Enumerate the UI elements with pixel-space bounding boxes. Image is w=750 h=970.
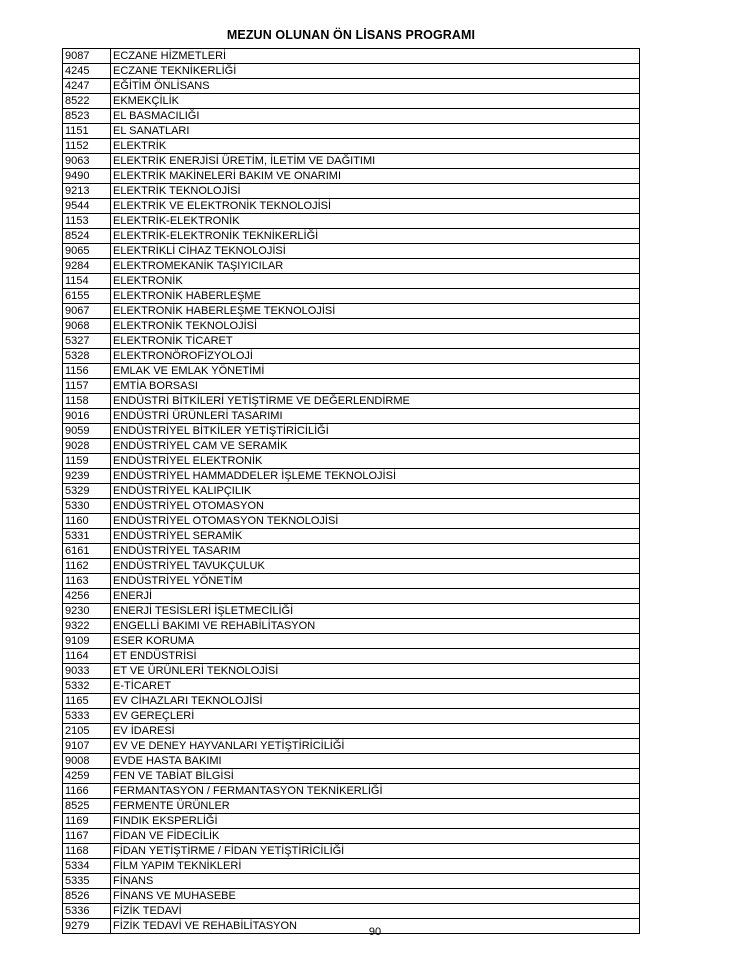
program-code: 1165 (63, 694, 111, 709)
table-row (63, 844, 640, 859)
table-row (63, 829, 640, 844)
program-code: 8525 (63, 799, 111, 814)
table-row (63, 139, 640, 154)
program-name: ENDÜSTRİYEL BİTKİLER YETİŞTİRİCİLİĞİ (111, 424, 640, 439)
program-name: ELEKTRİK-ELEKTRONİK (111, 214, 640, 229)
table-row (63, 64, 640, 79)
program-name: ENDÜSTRİYEL ELEKTRONİK (111, 454, 640, 469)
program-code: 5332 (63, 679, 111, 694)
program-code: 5333 (63, 709, 111, 724)
table-row (63, 454, 640, 469)
program-code: 9008 (63, 754, 111, 769)
table-row (63, 499, 640, 514)
program-name: ELEKTRONİK (111, 274, 640, 289)
program-name: ESER KORUMA (111, 634, 640, 649)
table-row (63, 874, 640, 889)
program-code: 9544 (63, 199, 111, 214)
page-number: 90 (368, 926, 382, 938)
program-code: 9213 (63, 184, 111, 199)
program-code: 9067 (63, 304, 111, 319)
table-row (63, 394, 640, 409)
table-row (63, 319, 640, 334)
program-table (62, 48, 640, 934)
program-code: 9279 (63, 919, 111, 934)
table-row (63, 859, 640, 874)
table-row (63, 304, 640, 319)
program-name: FERMANTASYON / FERMANTASYON TEKNİKERLİĞİ (111, 784, 640, 799)
program-name: FİZİK TEDAVİ (111, 904, 640, 919)
program-name: ELEKTRONİK TİCARET (111, 334, 640, 349)
program-name: ELEKTRİK ENERJİSİ ÜRETİM, İLETİM VE DAĞITIMI (111, 154, 640, 169)
program-name: EV VE DENEY HAYVANLARI YETİŞTİRİCİLİĞİ (111, 739, 640, 754)
table-row (63, 259, 640, 274)
program-code: 5327 (63, 334, 111, 349)
program-code: 9322 (63, 619, 111, 634)
table-row (63, 169, 640, 184)
table-row (63, 904, 640, 919)
program-name: ELEKTRONİK HABERLEŞME (111, 289, 640, 304)
program-code: 1159 (63, 454, 111, 469)
program-code: 9065 (63, 244, 111, 259)
table-row (63, 94, 640, 109)
program-code: 5336 (63, 904, 111, 919)
program-code: 9016 (63, 409, 111, 424)
table-row (63, 379, 640, 394)
table-row (63, 754, 640, 769)
program-code: 9230 (63, 604, 111, 619)
program-name: EKMEKÇİLİK (111, 94, 640, 109)
program-name: ELEKTRONİK TEKNOLOJİSİ (111, 319, 640, 334)
table-row (63, 244, 640, 259)
table-row (63, 229, 640, 244)
program-name: ENDÜSTRİYEL OTOMASYON (111, 499, 640, 514)
table-row (63, 409, 640, 424)
program-name: EL BASMACILIĞI (111, 109, 640, 124)
program-code: 6161 (63, 544, 111, 559)
program-name: ENGELLİ BAKIMI VE REHABİLİTASYON (111, 619, 640, 634)
program-name: ET ENDÜSTRİSİ (111, 649, 640, 664)
program-code: 1156 (63, 364, 111, 379)
program-code: 9239 (63, 469, 111, 484)
program-code: 5331 (63, 529, 111, 544)
program-code: 9087 (63, 49, 111, 64)
table-row (63, 484, 640, 499)
program-code: 8526 (63, 889, 111, 904)
program-code: 5335 (63, 874, 111, 889)
program-name: ECZANE TEKNİKERLİĞİ (111, 64, 640, 79)
program-name: ELEKTRİK TEKNOLOJİSİ (111, 184, 640, 199)
program-code: 5329 (63, 484, 111, 499)
table-row (63, 574, 640, 589)
program-code: 5328 (63, 349, 111, 364)
program-code: 9284 (63, 259, 111, 274)
table-row (63, 199, 640, 214)
program-code: 9490 (63, 169, 111, 184)
program-name: ENDÜSTRİ BİTKİLERİ YETİŞTİRME VE DEĞERLENDİRME (111, 394, 640, 409)
program-name: FİDAN YETİŞTİRME / FİDAN YETİŞTİRİCİLİĞİ (111, 844, 640, 859)
program-name: FINDIK EKSPERLİĞİ (111, 814, 640, 829)
table-row (63, 709, 640, 724)
program-name: ENDÜSTRİYEL OTOMASYON TEKNOLOJİSİ (111, 514, 640, 529)
program-code: 6155 (63, 289, 111, 304)
table-row (63, 364, 640, 379)
table-row (63, 664, 640, 679)
table-row (63, 739, 640, 754)
table-row (63, 679, 640, 694)
program-code: 9028 (63, 439, 111, 454)
table-row (63, 349, 640, 364)
program-table-body (63, 49, 640, 934)
program-name: ELEKTROMEKANİK TAŞIYICILAR (111, 259, 640, 274)
program-code: 1163 (63, 574, 111, 589)
program-code: 2105 (63, 724, 111, 739)
program-name: ELEKTRİK-ELEKTRONİK TEKNİKERLİĞİ (111, 229, 640, 244)
table-row (63, 589, 640, 604)
page-title: MEZUN OLUNAN ÖN LİSANS PROGRAMI (226, 28, 476, 42)
table-row (63, 604, 640, 619)
program-code: 8524 (63, 229, 111, 244)
program-name: EMTİA BORSASI (111, 379, 640, 394)
table-row (63, 154, 640, 169)
program-code: 4247 (63, 79, 111, 94)
program-name: ELEKTRONÖROFİZYOLOJİ (111, 349, 640, 364)
table-row (63, 184, 640, 199)
table-row (63, 124, 640, 139)
table-row (63, 529, 640, 544)
table-row (63, 289, 640, 304)
program-code: 1167 (63, 829, 111, 844)
table-row (63, 724, 640, 739)
program-name: FİLM YAPIM TEKNİKLERİ (111, 859, 640, 874)
program-name: FEN VE TABİAT BİLGİSİ (111, 769, 640, 784)
program-code: 4259 (63, 769, 111, 784)
program-name: E-TİCARET (111, 679, 640, 694)
program-name: ET VE ÜRÜNLERİ TEKNOLOJİSİ (111, 664, 640, 679)
table-row (63, 784, 640, 799)
program-code: 1154 (63, 274, 111, 289)
program-code: 1162 (63, 559, 111, 574)
table-row (63, 619, 640, 634)
program-name: ELEKTRİK MAKİNELERİ BAKIM VE ONARIMI (111, 169, 640, 184)
program-name: ELEKTRİK VE ELEKTRONİK TEKNOLOJİSİ (111, 199, 640, 214)
program-name: EL SANATLARI (111, 124, 640, 139)
program-name: ENDÜSTRİYEL YÖNETİM (111, 574, 640, 589)
program-code: 8522 (63, 94, 111, 109)
table-row (63, 49, 640, 64)
table-row (63, 79, 640, 94)
program-code: 1158 (63, 394, 111, 409)
program-code: 1160 (63, 514, 111, 529)
table-row (63, 469, 640, 484)
program-name: EV İDARESİ (111, 724, 640, 739)
program-name: FİZİK TEDAVİ VE REHABİLİTASYON (111, 919, 640, 934)
table-row (63, 769, 640, 784)
program-name: EV CİHAZLARI TEKNOLOJİSİ (111, 694, 640, 709)
program-name: ELEKTRİK (111, 139, 640, 154)
program-name: ECZANE HİZMETLERİ (111, 49, 640, 64)
program-code: 8523 (63, 109, 111, 124)
program-name: EV GEREÇLERİ (111, 709, 640, 724)
program-code: 1157 (63, 379, 111, 394)
table-row (63, 514, 640, 529)
program-code: 4256 (63, 589, 111, 604)
program-name: FERMENTE ÜRÜNLER (111, 799, 640, 814)
program-name: ENDÜSTRİYEL CAM VE SERAMİK (111, 439, 640, 454)
table-row (63, 634, 640, 649)
table-row (63, 799, 640, 814)
table-row (63, 334, 640, 349)
program-code: 1168 (63, 844, 111, 859)
table-row (63, 109, 640, 124)
program-code: 9059 (63, 424, 111, 439)
program-name: ELEKTRONİK HABERLEŞME TEKNOLOJİSİ (111, 304, 640, 319)
table-row (63, 439, 640, 454)
program-name: EVDE HASTA BAKIMI (111, 754, 640, 769)
program-name: ENDÜSTRİYEL SERAMİK (111, 529, 640, 544)
table-row (63, 214, 640, 229)
table-row (63, 814, 640, 829)
table-row (63, 274, 640, 289)
program-name: FİNANS VE MUHASEBE (111, 889, 640, 904)
program-name: ENDÜSTRİYEL HAMMADDELER İŞLEME TEKNOLOJİSİ (111, 469, 640, 484)
table-row (63, 424, 640, 439)
program-code: 1151 (63, 124, 111, 139)
program-name: EMLAK VE EMLAK YÖNETİMİ (111, 364, 640, 379)
program-code: 9033 (63, 664, 111, 679)
table-row (63, 559, 640, 574)
program-code: 9063 (63, 154, 111, 169)
program-code: 5330 (63, 499, 111, 514)
table-row (63, 694, 640, 709)
program-code: 4245 (63, 64, 111, 79)
program-code: 1152 (63, 139, 111, 154)
program-name: ENERJİ (111, 589, 640, 604)
program-code: 1169 (63, 814, 111, 829)
program-code: 5334 (63, 859, 111, 874)
program-name: ENDÜSTRİYEL TAVUKÇULUK (111, 559, 640, 574)
program-code: 1166 (63, 784, 111, 799)
table-row (63, 889, 640, 904)
program-name: ENDÜSTRİYEL TASARIM (111, 544, 640, 559)
table-row (63, 544, 640, 559)
program-code: 1153 (63, 214, 111, 229)
program-name: ENDÜSTRİ ÜRÜNLERİ TASARIMI (111, 409, 640, 424)
program-code: 1164 (63, 649, 111, 664)
program-name: ELEKTRİKLİ CİHAZ TEKNOLOJİSİ (111, 244, 640, 259)
program-name: EĞİTİM ÖNLİSANS (111, 79, 640, 94)
program-code: 9109 (63, 634, 111, 649)
program-name: FİDAN VE FİDECİLİK (111, 829, 640, 844)
program-code: 9107 (63, 739, 111, 754)
program-code: 9068 (63, 319, 111, 334)
program-name: FİNANS (111, 874, 640, 889)
program-name: ENDÜSTRİYEL KALIPÇILIK (111, 484, 640, 499)
table-row (63, 649, 640, 664)
program-name: ENERJİ TESİSLERİ İŞLETMECİLİĞİ (111, 604, 640, 619)
